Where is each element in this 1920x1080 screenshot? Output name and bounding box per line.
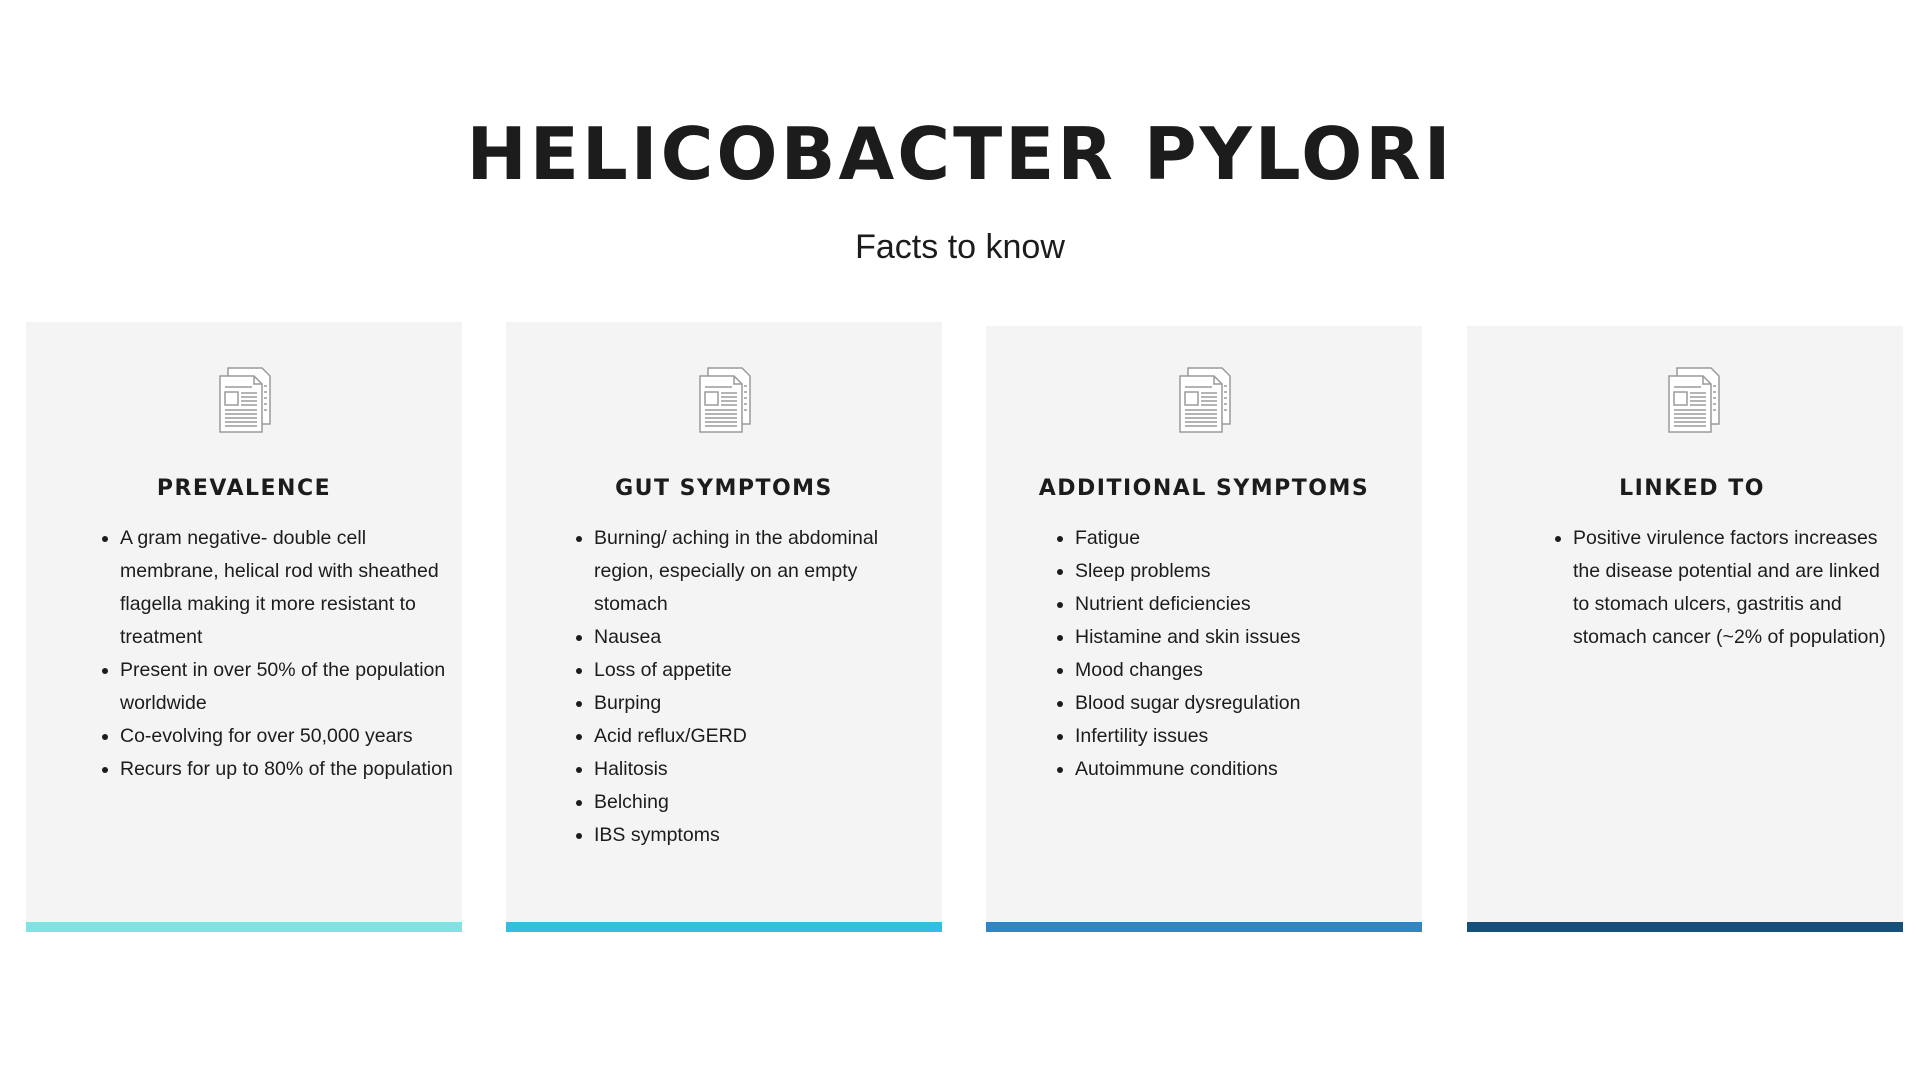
list-item: • Histamine and skin issues (1075, 621, 1415, 654)
list-item: • Sleep problems (1075, 555, 1415, 588)
card-heading: ADDITIONAL SYMPTOMS (1038, 476, 1370, 501)
list-item: • Burping (594, 687, 934, 720)
list-item: • Burning/ aching in the abdominal region, especially on an empty stomach (594, 522, 934, 621)
card-prevalence (26, 322, 462, 932)
list-item: • Positive virulence factors increases the disease potential and are linked to stomach ulcers, gastritis and stomach cancer (~2% of population) (1573, 522, 1893, 654)
list-item: • Acid reflux/GERD (594, 720, 934, 753)
page-subtitle: Facts to know (855, 228, 1065, 266)
list-item: • Mood changes (1075, 654, 1415, 687)
card-gut-symptoms (506, 322, 942, 932)
list-item: • A gram negative- double cell membrane, helical rod with sheathed flagella making it more resistant to treatment (120, 522, 460, 654)
list-item: • Infertility issues (1075, 720, 1415, 753)
documents-icon (1661, 366, 1725, 438)
card-accent-bar (986, 922, 1422, 932)
card-bullet-list (1051, 522, 1415, 786)
list-item: • Blood sugar dysregulation (1075, 687, 1415, 720)
list-item: • Autoimmune conditions (1075, 753, 1415, 786)
card-accent-bar (1467, 922, 1903, 932)
card-accent-bar (26, 922, 462, 932)
list-item: • Fatigue (1075, 522, 1415, 555)
card-bullet-list (96, 522, 460, 786)
list-item: • Recurs for up to 80% of the population (120, 753, 460, 786)
card-accent-bar (506, 922, 942, 932)
page-title: HELICOBACTER PYLORI (466, 112, 1454, 196)
card-heading: GUT SYMPTOMS (615, 476, 833, 501)
card-linked-to (1467, 326, 1903, 932)
card-heading: PREVALENCE (156, 476, 332, 501)
card-heading: LINKED TO (1619, 476, 1765, 501)
list-item: • Co-evolving for over 50,000 years (120, 720, 460, 753)
card-additional-symptoms (986, 326, 1422, 932)
list-item: • Loss of appetite (594, 654, 934, 687)
list-item: • Present in over 50% of the population worldwide (120, 654, 460, 720)
list-item: • Nausea (594, 621, 934, 654)
list-item: • Halitosis (594, 753, 934, 786)
documents-icon (1172, 366, 1236, 438)
list-item: • Nutrient deficiencies (1075, 588, 1415, 621)
card-bullet-list (570, 522, 934, 852)
documents-icon (212, 366, 276, 438)
list-item: • Belching (594, 786, 934, 819)
card-bullet-list (1549, 522, 1893, 654)
list-item: • IBS symptoms (594, 819, 934, 852)
documents-icon (692, 366, 756, 438)
